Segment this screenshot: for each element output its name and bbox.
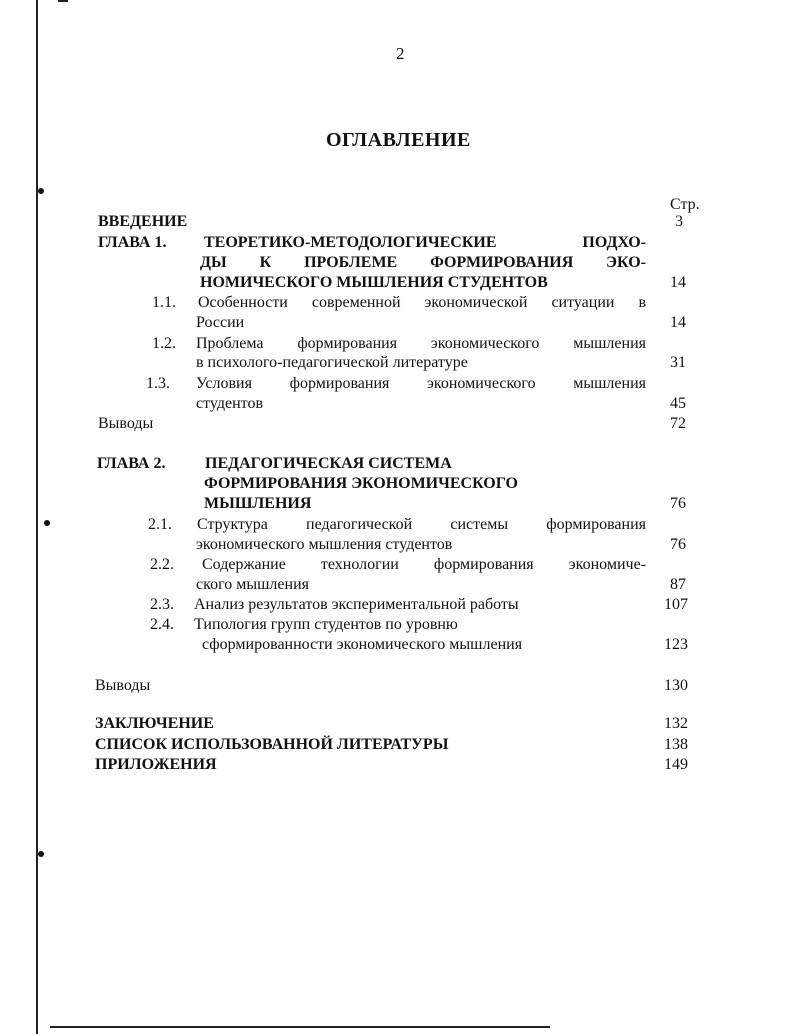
toc-section-title-line: студентов bbox=[196, 395, 264, 412]
toc-entry-conclusion-label: ЗАКЛЮЧЕНИЕ bbox=[95, 715, 214, 732]
scan-border-top bbox=[58, 0, 68, 2]
scan-border-bottom bbox=[50, 1026, 550, 1028]
toc-chapter-1-title-line: НОМИЧЕСКОГО МЫШЛЕНИЯ СТУДЕНТОВ bbox=[200, 274, 548, 291]
toc-entry-intro-label: ВВЕДЕНИЕ bbox=[98, 213, 188, 230]
binding-hole-mark bbox=[38, 851, 44, 857]
toc-chapter-2-label: ГЛАВА 2. bbox=[97, 455, 166, 472]
toc-chapter-2-title-line: ФОРМИРОВАНИЯ ЭКОНОМИЧЕСКОГО bbox=[204, 475, 518, 492]
toc-section-number: 1.3. bbox=[146, 375, 170, 392]
toc-section-title-line: в психолого-педагогической литературе bbox=[196, 354, 468, 371]
toc-section-page: 31 bbox=[670, 354, 686, 371]
toc-section-title-line: Типология групп студентов по уровню bbox=[194, 616, 458, 633]
toc-conclusions-label: Выводы bbox=[95, 677, 151, 694]
toc-section-title-line: ского мышления bbox=[196, 576, 309, 593]
binding-hole-mark bbox=[44, 520, 50, 526]
toc-section-page: 87 bbox=[670, 576, 686, 593]
toc-section-page: 123 bbox=[664, 636, 688, 653]
page-title: ОГЛАВЛЕНИЕ bbox=[326, 129, 471, 151]
toc-section-number: 2.4. bbox=[150, 616, 174, 633]
page-column-header: Стр. bbox=[670, 196, 700, 213]
toc-chapter-2-page: 76 bbox=[670, 495, 686, 512]
toc-section-number: 2.3. bbox=[150, 596, 174, 613]
toc-entry-intro-page: 3 bbox=[675, 213, 683, 230]
toc-section-page: 45 bbox=[670, 395, 686, 412]
toc-section-title-line: Особенности современной экономической ситуации в bbox=[198, 294, 646, 311]
toc-conclusions-page: 72 bbox=[670, 415, 686, 432]
toc-entry-references-page: 138 bbox=[664, 736, 688, 753]
toc-chapter-1-page: 14 bbox=[670, 274, 686, 291]
toc-section-number: 1.2. bbox=[152, 335, 176, 352]
toc-chapter-1-label: ГЛАВА 1. bbox=[98, 234, 167, 251]
toc-chapter-1-title-line: ТЕОРЕТИКО-МЕТОДОЛОГИЧЕСКИЕ ПОДХО- bbox=[204, 234, 646, 251]
toc-section-title-line: Условия формирования экономического мышления bbox=[196, 375, 646, 392]
toc-section-page: 107 bbox=[664, 596, 688, 613]
toc-entry-appendices-label: ПРИЛОЖЕНИЯ bbox=[95, 756, 217, 773]
toc-entry-references-label: СПИСОК ИСПОЛЬЗОВАННОЙ ЛИТЕРАТУРЫ bbox=[95, 736, 449, 753]
binding-hole-mark bbox=[38, 188, 44, 194]
toc-section-title-line: России bbox=[196, 314, 245, 331]
toc-entry-conclusion-page: 132 bbox=[664, 715, 688, 732]
scan-border-left bbox=[36, 0, 38, 1034]
toc-section-page: 14 bbox=[670, 314, 686, 331]
toc-section-title-line: экономического мышления студентов bbox=[196, 536, 453, 553]
toc-section-title-line: сформированности экономического мышления bbox=[202, 636, 523, 653]
page-number: 2 bbox=[396, 44, 405, 63]
toc-section-page: 76 bbox=[670, 536, 686, 553]
toc-section-title-line: Проблема формирования экономического мышления bbox=[196, 335, 646, 352]
toc-chapter-1-title-line: ДЫ К ПРОБЛЕМЕ ФОРМИРОВАНИЯ ЭКО- bbox=[200, 254, 646, 271]
toc-section-title-line: Анализ результатов экспериментальной работы bbox=[194, 596, 519, 613]
toc-chapter-2-title-line: МЫШЛЕНИЯ bbox=[204, 495, 312, 512]
toc-section-title-line: Структура педагогической системы формирования bbox=[197, 516, 646, 533]
toc-conclusions-label: Выводы bbox=[98, 415, 154, 432]
toc-entry-appendices-page: 149 bbox=[664, 756, 688, 773]
toc-section-number: 2.1. bbox=[148, 516, 172, 533]
toc-chapter-2-title-line: ПЕДАГОГИЧЕСКАЯ СИСТЕМА bbox=[205, 455, 452, 472]
toc-section-number: 2.2. bbox=[150, 556, 174, 573]
toc-conclusions-page: 130 bbox=[664, 677, 688, 694]
toc-section-number: 1.1. bbox=[152, 294, 176, 311]
toc-section-title-line: Содержание технологии формирования экономиче- bbox=[202, 556, 646, 573]
